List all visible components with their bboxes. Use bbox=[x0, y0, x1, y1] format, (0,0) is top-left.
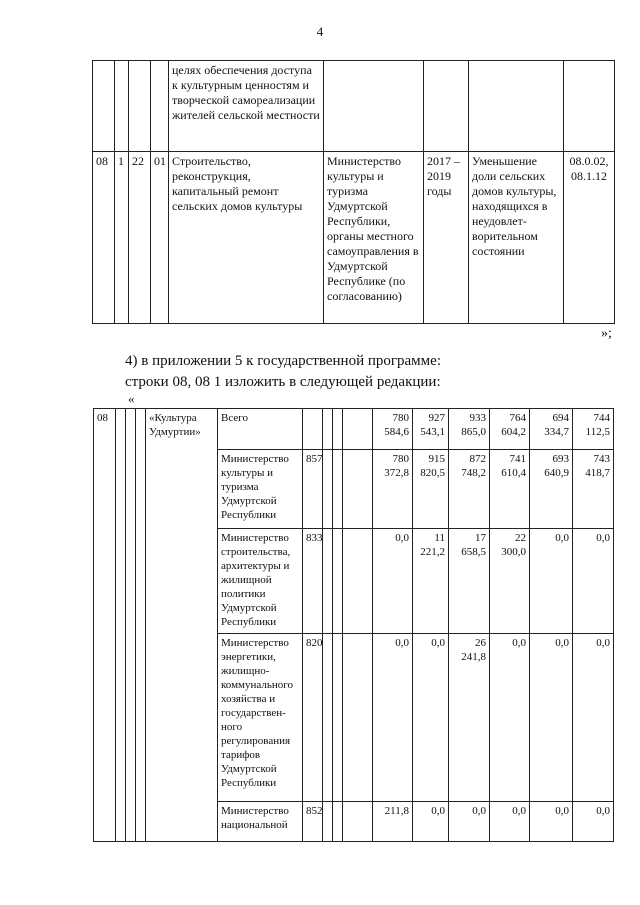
period-cell: 2017 – 2019 годы bbox=[424, 152, 469, 324]
value-cell: 0,0 bbox=[373, 634, 413, 802]
value-cell: 743 418,7 bbox=[573, 450, 614, 529]
value-cell: 0,0 bbox=[530, 529, 573, 634]
executor-name: Министерство культуры и туризма Удмуртской Республики bbox=[218, 450, 303, 529]
table-row bbox=[93, 152, 615, 324]
value-cell: 0,0 bbox=[490, 634, 530, 802]
executor-cell: Министерство культуры и туризма Удмуртской Республики, органы местного самоуправления в Удмуртской Республике (по согласованию) bbox=[324, 152, 424, 324]
value-cell: 0,0 bbox=[530, 634, 573, 802]
table-row bbox=[93, 61, 615, 152]
code-cell: 1 bbox=[115, 152, 129, 324]
value-cell: 693 640,9 bbox=[530, 450, 573, 529]
table-row bbox=[94, 409, 614, 450]
open-quote: « bbox=[128, 391, 135, 406]
value-cell: 17 658,5 bbox=[449, 529, 490, 634]
measure-name: Строительство, реконструкция, капитальный ремонт сельских домов культуры bbox=[169, 152, 324, 324]
value-cell: 0,0 bbox=[530, 802, 573, 842]
executor-name: Министерство энергетики, жилищно-коммунального хозяйства и государствен-ного регулирования тарифов Удмуртской Республики bbox=[218, 634, 303, 802]
value-cell: 927 543,1 bbox=[413, 409, 449, 450]
value-cell: 11 221,2 bbox=[413, 529, 449, 634]
value-cell: 780 372,8 bbox=[373, 450, 413, 529]
page-number: 4 bbox=[316, 24, 324, 39]
value-cell: 0,0 bbox=[373, 529, 413, 634]
grbs-code: 852 bbox=[303, 802, 323, 842]
value-cell: 0,0 bbox=[490, 802, 530, 842]
program-code: 08 bbox=[94, 409, 116, 842]
value-cell: 744 112,5 bbox=[573, 409, 614, 450]
value-cell: 780 584,6 bbox=[373, 409, 413, 450]
value-cell: 694 334,7 bbox=[530, 409, 573, 450]
result-cell: Уменьшение доли сельских домов культуры, находящихся в неудовлет-ворительном состоянии bbox=[469, 152, 564, 324]
value-cell: 0,0 bbox=[573, 529, 614, 634]
table-financing bbox=[93, 408, 614, 842]
value-cell: 0,0 bbox=[573, 634, 614, 802]
value-cell: 0,0 bbox=[413, 802, 449, 842]
code-cell: 22 bbox=[129, 152, 151, 324]
closing-quote: »; bbox=[601, 326, 612, 341]
executor-name: Министерство строительства, архитектуры и жилищной политики Удмуртской Республики bbox=[218, 529, 303, 634]
value-cell: 0,0 bbox=[449, 802, 490, 842]
paragraph: строки 08, 08 1 изложить в следующей редакции: bbox=[125, 374, 441, 390]
paragraph: 4) в приложении 5 к государственной программе: bbox=[125, 353, 441, 369]
grbs-code: 857 bbox=[303, 450, 323, 529]
value-cell: 0,0 bbox=[573, 802, 614, 842]
program-name: «Культура Удмуртии» bbox=[146, 409, 218, 842]
value-cell: 22 300,0 bbox=[490, 529, 530, 634]
value-cell: 0,0 bbox=[413, 634, 449, 802]
value-cell: 26 241,8 bbox=[449, 634, 490, 802]
value-cell: 933 865,0 bbox=[449, 409, 490, 450]
grbs-code: 833 bbox=[303, 529, 323, 634]
value-cell: 741 610,4 bbox=[490, 450, 530, 529]
value-cell: 872 748,2 bbox=[449, 450, 490, 529]
continued-text: целях обеспечения доступа к культурным ценностям и творческой самореализации жителей сельской местности bbox=[169, 61, 324, 152]
executor-name: Министерство национальной bbox=[218, 802, 303, 842]
code-cell: 08 bbox=[93, 152, 115, 324]
code-cell: 01 bbox=[151, 152, 169, 324]
executor-name: Всего bbox=[218, 409, 303, 450]
value-cell: 764 604,2 bbox=[490, 409, 530, 450]
grbs-code bbox=[303, 409, 323, 450]
table-measures bbox=[92, 60, 615, 324]
codes-cell: 08.0.02, 08.1.12 bbox=[564, 152, 615, 324]
value-cell: 211,8 bbox=[373, 802, 413, 842]
value-cell: 915 820,5 bbox=[413, 450, 449, 529]
grbs-code: 820 bbox=[303, 634, 323, 802]
